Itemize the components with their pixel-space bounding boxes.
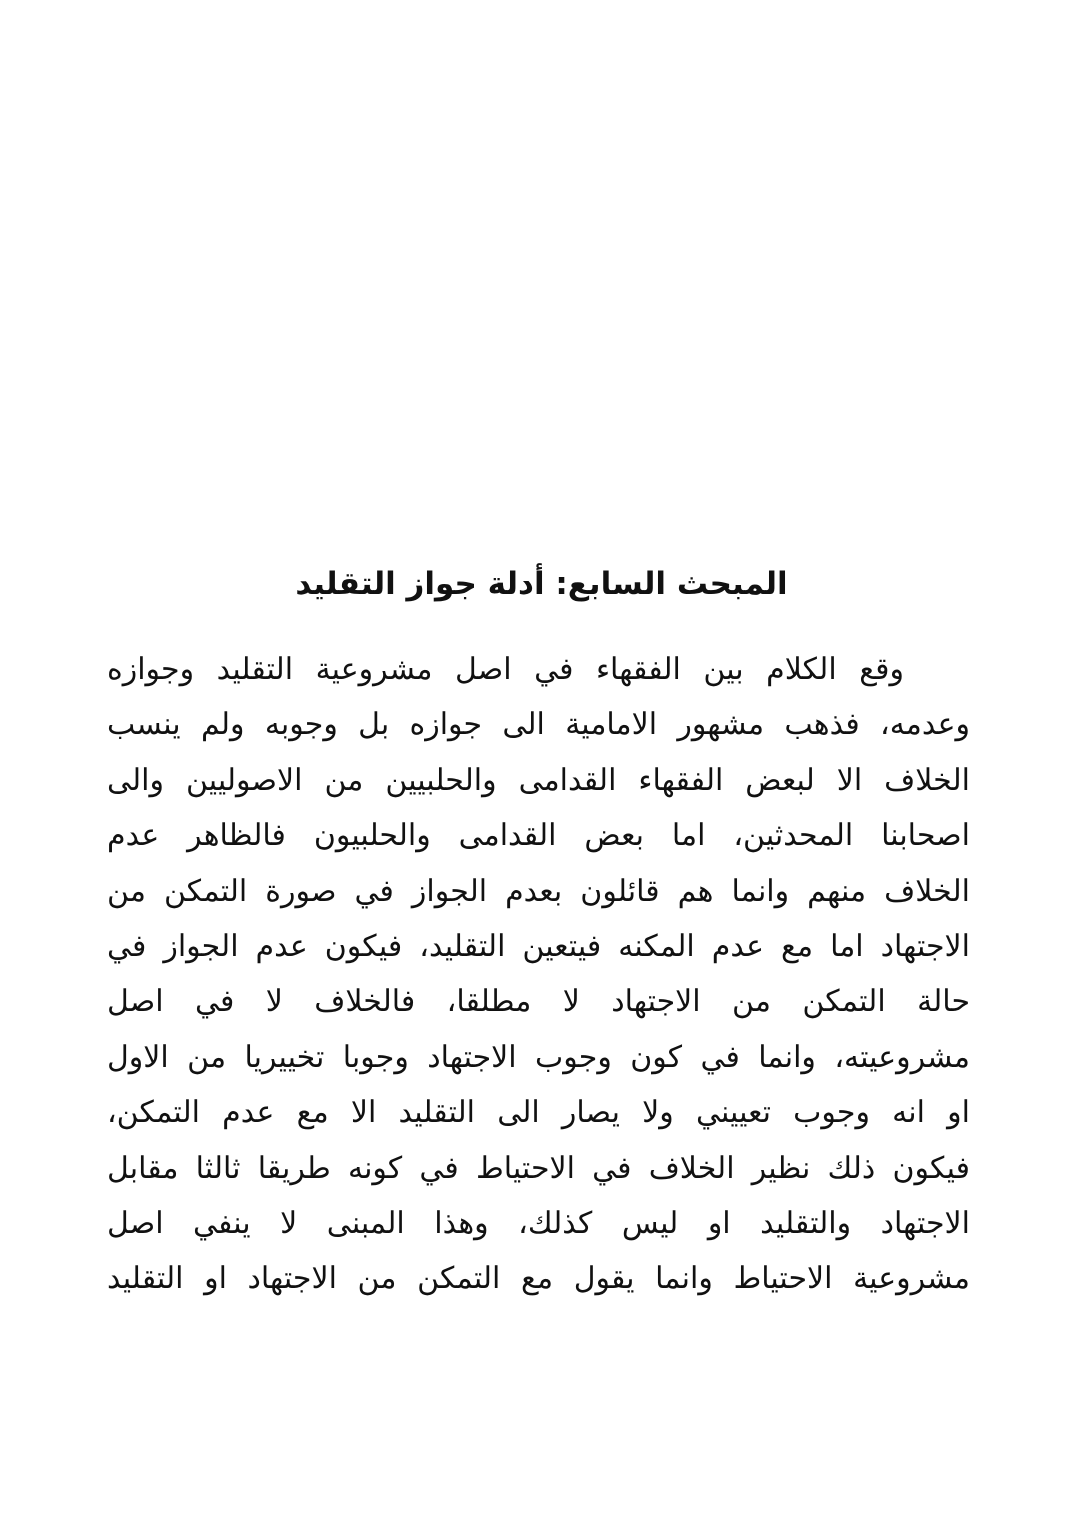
text-line: او انه وجوب تعييني ولا يصار الى التقليد الا مع عدم التمكن،	[107, 1095, 970, 1131]
text-line: وعدمه، فذهب مشهور الامامية الى جوازه بل وجوبه ولم ينسب	[107, 707, 970, 743]
text-line: وقع الكلام بين الفقهاء في اصل مشروعية التقليد وجوازه	[107, 652, 904, 687]
section-heading: المبحث السابع: أدلة جواز التقليد	[295, 566, 788, 602]
text-line: الاجتهاد والتقليد او ليس كذلك، وهذا المبنى لا ينفي اصل	[107, 1205, 970, 1241]
text-line: فيكون ذلك نظير الخلاف في الاحتياط في كونه طريقا ثالثا مقابل	[107, 1150, 970, 1186]
body-paragraph	[107, 642, 970, 1307]
text-line: مشروعيته، وانما في كون وجوب الاجتهاد وجوبا تخييريا من الاول	[107, 1039, 970, 1075]
text-line: الخلاف الا لبعض الفقهاء القدامى والحلبيين من الاصوليين والى	[107, 762, 970, 798]
text-line: اصحابنا المحدثين، اما بعض القدامى والحلبيون فالظاهر عدم	[107, 818, 970, 854]
text-line: مشروعية الاحتياط وانما يقول مع التمكن من الاجتهاد او التقليد	[107, 1261, 970, 1297]
text-line: حالة التمكن من الاجتهاد لا مطلقا، فالخلاف لا في اصل	[107, 984, 970, 1020]
text-line: الخلاف منهم وانما هم قائلون بعدم الجواز في صورة التمكن من	[107, 873, 970, 909]
text-line: الاجتهاد اما مع عدم المكنه فيتعين التقليد، فيكون عدم الجواز في	[107, 928, 970, 964]
